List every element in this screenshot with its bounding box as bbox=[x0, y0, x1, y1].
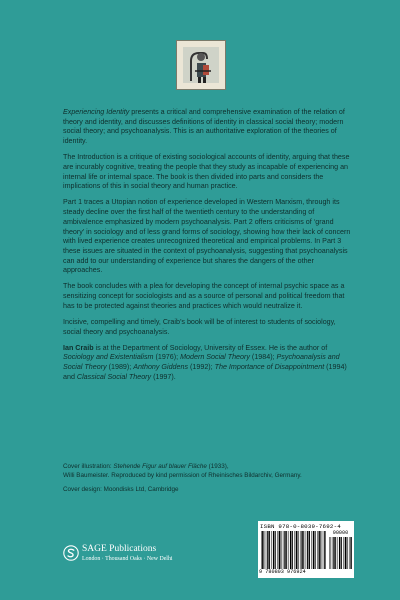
barcode-bar bbox=[315, 531, 316, 569]
barcode-bar bbox=[284, 531, 285, 569]
blurb-paragraph-intro bbox=[63, 108, 353, 147]
barcode-bar bbox=[269, 531, 270, 569]
barcode-bar bbox=[289, 531, 290, 569]
barcode-bar bbox=[290, 531, 291, 569]
barcode-bar bbox=[263, 531, 264, 569]
blurb-paragraph-parts: Part 1 traces a Utopian notion of experience developed in Western Marxism, through its steady decline over the first half of the twentieth century to the understanding of ambivalence emphasized by modern psychoanalysis. Part 2 offers criticisms of ‘grand theory’ in sociology and of less grand forms of sociology, showing how their lack of concern with lived experience creates unrecognized theoretical and empirical problems. In Part 3 these issues are situated in the context of psychoanalysis, suggesting that psychoanalysis can add to our understanding of experience but shares the dangers of the other approaches. bbox=[63, 198, 351, 275]
bio-text: (1994) and bbox=[63, 363, 347, 381]
barcode-bar bbox=[275, 531, 276, 569]
bio-text: (1989); bbox=[106, 363, 134, 372]
credit-text: (1933), bbox=[206, 463, 229, 470]
barcode-bar bbox=[300, 531, 301, 569]
barcode-bar bbox=[266, 531, 267, 569]
bio-text: is at the Department of Sociology, University of Essex. He is the author of bbox=[93, 343, 328, 352]
barcode-bar bbox=[324, 531, 325, 569]
barcode-bar bbox=[277, 531, 278, 569]
author-bio bbox=[63, 344, 353, 383]
barcode-bar bbox=[296, 531, 297, 569]
cover-illustration bbox=[176, 40, 226, 90]
book-ref: Anthony Giddens bbox=[133, 363, 189, 372]
barcode-bar bbox=[343, 537, 344, 569]
barcode-bar bbox=[333, 537, 334, 569]
barcode-bar bbox=[294, 531, 295, 569]
barcode-bar bbox=[350, 537, 351, 569]
barcode-bar bbox=[338, 537, 339, 569]
barcode-bar bbox=[262, 531, 263, 569]
barcode-bar bbox=[281, 531, 282, 569]
credit-text: Willi Baumeister. Reproduced by kind permission of Rheinisches Bildarchiv, Germany. bbox=[63, 471, 302, 479]
barcode-bar bbox=[349, 537, 350, 569]
bio-text: (1976); bbox=[153, 353, 181, 362]
book-ref: Sociology and Existentialism bbox=[63, 353, 154, 362]
barcode-bar bbox=[311, 531, 312, 569]
sage-logo-icon bbox=[63, 545, 79, 561]
barcode-bar bbox=[341, 537, 342, 569]
barcode-bar bbox=[313, 531, 314, 569]
barcode-bar bbox=[283, 531, 284, 569]
barcode-bar bbox=[330, 537, 331, 569]
publisher-cities: London · Thousand Oaks · New Delhi bbox=[82, 556, 173, 562]
isbn-number: ISBN 978-0-8039-7692-4 bbox=[260, 523, 341, 530]
barcode-bar bbox=[306, 531, 307, 569]
cover-credits bbox=[63, 463, 353, 501]
credit-label: Cover illustration: bbox=[63, 463, 114, 470]
blurb-paragraph-conclusion: The book concludes with a plea for developing the concept of internal psychic space as a sensitizing concept for sociologists and as a source of personal and political freedom that has to be protected against theories and practices which would neutralize it. bbox=[63, 282, 345, 310]
barcode-bar bbox=[271, 531, 272, 569]
illustration-credit bbox=[63, 463, 353, 480]
barcode-bar bbox=[307, 531, 308, 569]
author-name: Ian Craib bbox=[63, 343, 94, 352]
book-ref: Modern Social Theory bbox=[180, 353, 250, 362]
barcode-panel bbox=[258, 521, 354, 578]
barcode-bar bbox=[301, 531, 302, 569]
barcode-bar bbox=[267, 531, 268, 569]
barcode-bar bbox=[319, 531, 320, 569]
barcode-bar bbox=[303, 531, 304, 569]
ean-number: 9 780803 976924 bbox=[259, 569, 306, 575]
artwork-title: Stehende Figur auf blauer Fläche bbox=[113, 463, 207, 470]
publisher-name: SAGE Publications bbox=[82, 544, 157, 554]
book-ref: Classical Social Theory bbox=[76, 372, 152, 381]
blurb-paragraph-endorsement: Incisive, compelling and timely, Craib’s book will be of interest to students of sociology, social theory and psychoanalysis. bbox=[63, 317, 336, 336]
bio-text: (1992); bbox=[188, 363, 215, 372]
bio-text: (1984); bbox=[249, 353, 277, 362]
barcode-bar bbox=[347, 537, 348, 569]
barcode-bar bbox=[323, 531, 324, 569]
barcode-bar bbox=[298, 531, 299, 569]
book-ref: The Importance of Disappointment bbox=[214, 363, 325, 372]
publisher-imprint bbox=[63, 543, 213, 567]
barcode-bar bbox=[345, 537, 346, 569]
ean-barcode bbox=[261, 531, 327, 569]
back-cover-blurb bbox=[63, 108, 353, 389]
barcode-bar bbox=[309, 531, 310, 569]
barcode-bar bbox=[286, 531, 287, 569]
figure-illustration-icon bbox=[177, 41, 225, 89]
barcode-bar bbox=[320, 531, 321, 569]
barcode-bar bbox=[332, 537, 333, 569]
book-title: Experiencing Identity bbox=[63, 108, 130, 116]
barcode-bar bbox=[335, 537, 336, 569]
barcode-bar bbox=[339, 537, 340, 569]
barcode-bar bbox=[317, 531, 318, 569]
blurb-paragraph-introduction: The Introduction is a critique of existing sociological accounts of identity, arguing that these are incurably cognitive, treating the people that they study as incapable of experiencing an internal life or internal space. The book is then divided into parts and considers the implications of this in social theory and human practice. bbox=[63, 153, 350, 191]
book-ref: Psychoanalysis and Social Theory bbox=[63, 353, 340, 372]
barcode-bar bbox=[273, 531, 274, 569]
addon-barcode bbox=[329, 537, 352, 569]
barcode-bar bbox=[279, 531, 280, 569]
design-credit: Cover design: Moondisks Ltd, Cambridge bbox=[63, 486, 179, 494]
bio-text: (1997). bbox=[151, 372, 176, 381]
barcode-bar bbox=[292, 531, 293, 569]
price-addon-number: 90000 bbox=[332, 530, 349, 536]
blurb-text: presents a critical and comprehensive examination of the relation of theory and identity, and discusses definitions of identity in classical social theory; modern social theory; and psychoanalysis. This is an authoritative exploration of the theories of identity. bbox=[63, 108, 345, 146]
